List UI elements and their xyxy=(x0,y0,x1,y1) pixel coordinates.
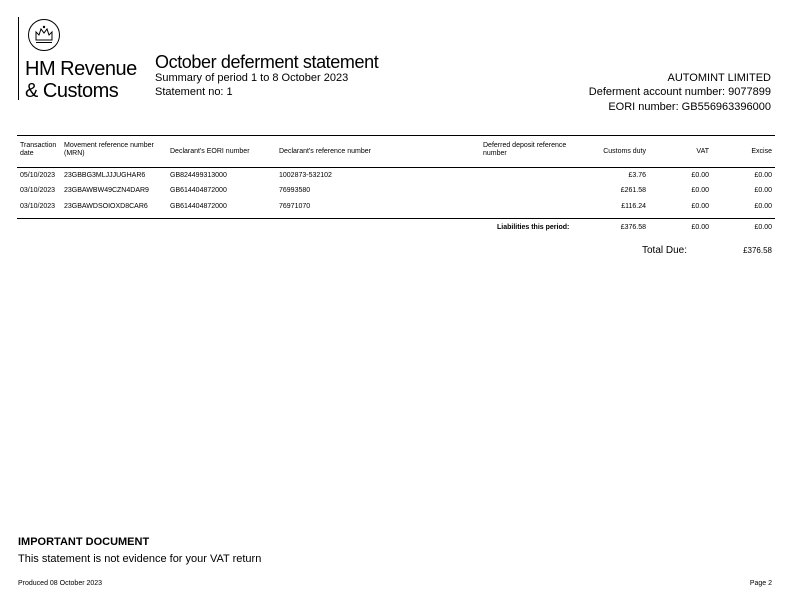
cell-mrn: 23GBAWBW49CZN4DAR9 xyxy=(64,187,149,194)
vat-notice: This statement is not evidence for your VAT return xyxy=(18,553,262,565)
cell-date: 05/10/2023 xyxy=(20,172,56,179)
liabilities-customs-duty: £376.58 xyxy=(620,224,646,231)
cell-eori: GB614404872000 xyxy=(170,203,227,210)
table-row xyxy=(0,187,792,197)
table-bottom-rule xyxy=(17,218,775,219)
table-header-rule xyxy=(17,167,775,168)
company-name: AUTOMINT LIMITED xyxy=(667,72,771,84)
liabilities-vat: £0.00 xyxy=(691,224,709,231)
header-customs-duty: Customs duty xyxy=(603,148,646,155)
cell-excise: £0.00 xyxy=(754,172,772,179)
total-due-label: Total Due: xyxy=(642,245,688,256)
liabilities-excise: £0.00 xyxy=(754,224,772,231)
logo-text-line2: & Customs xyxy=(25,80,119,102)
header-transaction-date: Transaction date xyxy=(20,142,57,157)
period-summary: Summary of period 1 to 8 October 2023 xyxy=(155,72,349,84)
cell-date: 03/10/2023 xyxy=(20,187,56,194)
cell-mrn: 23GBBG3MLJJJUGHAR6 xyxy=(64,172,146,179)
cell-declarant-ref: 1002873-532102 xyxy=(279,172,332,179)
cell-customs-duty: £116.24 xyxy=(621,203,646,210)
header-excise: Excise xyxy=(751,148,772,155)
cell-declarant-ref: 76971070 xyxy=(279,203,311,210)
deferment-account-number: Deferment account number: 9077899 xyxy=(588,86,771,98)
header-declarant-eori: Declarant's EORI number xyxy=(170,148,250,155)
header-mrn: Movement reference number (MRN) xyxy=(64,142,154,157)
cell-excise: £0.00 xyxy=(754,203,772,210)
cell-eori: GB824499313000 xyxy=(170,172,227,179)
table-row xyxy=(0,203,792,213)
header-vat: VAT xyxy=(696,148,709,155)
important-document-heading: IMPORTANT DOCUMENT xyxy=(18,536,150,548)
cell-eori: GB614404872000 xyxy=(170,187,227,194)
cell-customs-duty: £261.58 xyxy=(620,187,646,194)
logo-divider xyxy=(18,17,19,100)
cell-declarant-ref: 76993580 xyxy=(279,187,311,194)
royal-crest-icon xyxy=(27,18,61,52)
statement-number: Statement no: 1 xyxy=(155,86,233,98)
company-eori-number: EORI number: GB556963396000 xyxy=(608,101,771,113)
table-row xyxy=(0,172,792,182)
cell-date: 03/10/2023 xyxy=(20,203,56,210)
cell-customs-duty: £3.76 xyxy=(628,172,646,179)
cell-vat: £0.00 xyxy=(691,172,709,179)
total-due-value: £376.58 xyxy=(743,246,772,255)
page-number: Page 2 xyxy=(749,580,772,587)
produced-date: Produced 08 October 2023 xyxy=(18,580,103,587)
logo-text-line1: HM Revenue xyxy=(25,58,137,80)
table-top-rule xyxy=(17,135,775,136)
page-title: October deferment statement xyxy=(155,52,379,72)
cell-excise: £0.00 xyxy=(754,187,772,194)
cell-vat: £0.00 xyxy=(691,203,709,210)
cell-mrn: 23GBAWDSOIOXD8CAR6 xyxy=(64,203,148,210)
cell-vat: £0.00 xyxy=(691,187,709,194)
liabilities-label: Liabilities this period: xyxy=(497,224,570,231)
header-deposit-reference: Deferred deposit reference number xyxy=(483,142,567,157)
header-declarant-reference: Declarant's reference number xyxy=(279,148,371,155)
